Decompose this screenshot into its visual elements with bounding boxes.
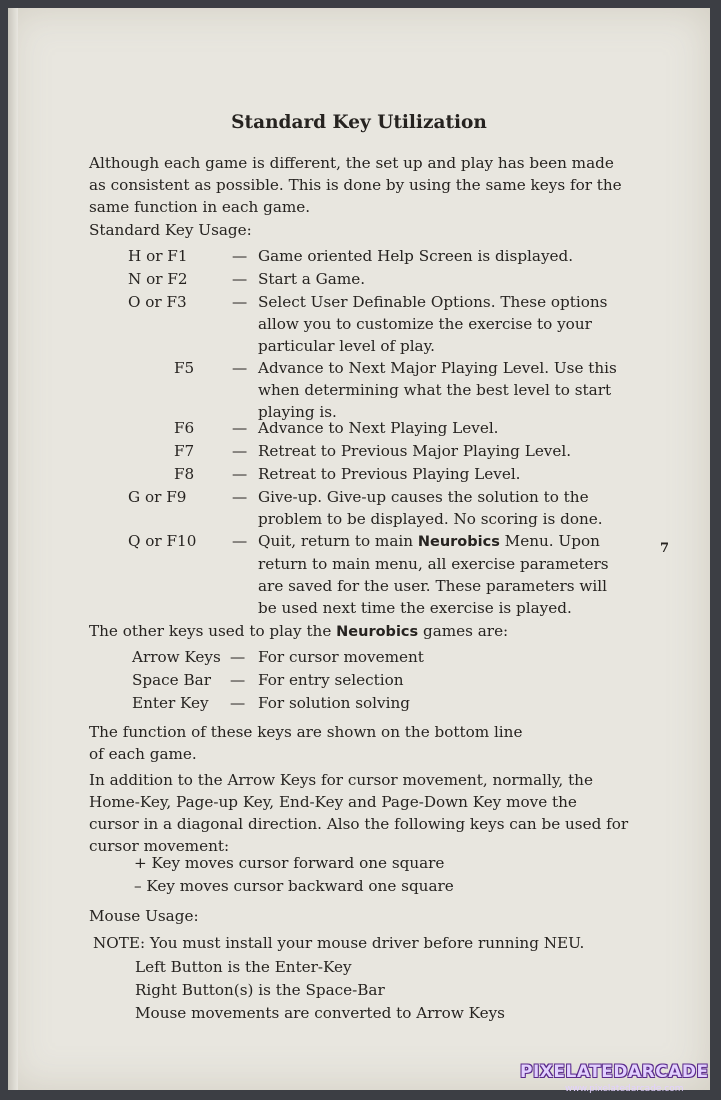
usage-heading: Standard Key Usage: xyxy=(89,221,252,239)
dash: — xyxy=(230,671,246,689)
neurobics-brand: Neurobics xyxy=(336,624,419,640)
key-label: G or F9 xyxy=(128,488,187,506)
page-title: Standard Key Utilization xyxy=(231,112,487,133)
key-description xyxy=(258,530,630,619)
key-description: Game oriented Help Screen is displayed. xyxy=(258,247,574,265)
minus-key-line: – Key moves cursor backward one square xyxy=(134,877,454,895)
page-gutter xyxy=(8,8,18,1090)
key-description: For solution solving xyxy=(258,694,410,712)
neurobics-brand: Neurobics xyxy=(417,534,500,550)
dash: — xyxy=(232,532,248,550)
dash: — xyxy=(232,442,248,460)
key-description: Select User Definable Options. These options allow you to customize the exercise to your particular level of play. xyxy=(258,293,608,355)
watermark-logo: PIXELATEDARCADE xyxy=(520,1062,709,1082)
addition-paragraph: In addition to the Arrow Keys for cursor movement, normally, the Home-Key, Page-up Key, End-Key and Page-Down Key move the cursor in a diagonal direction. Also the following keys can be used for cursor movement: xyxy=(89,771,629,855)
dash: — xyxy=(232,359,248,377)
manual-page xyxy=(8,8,710,1090)
page-number: 7 xyxy=(660,541,670,556)
other-text: games are: xyxy=(418,622,509,640)
plus-key-line: + Key moves cursor forward one square xyxy=(134,854,445,872)
key-label: Enter Key xyxy=(132,694,209,712)
dash: — xyxy=(232,419,248,437)
key-description: For entry selection xyxy=(258,671,404,689)
dash: — xyxy=(230,694,246,712)
key-description: Retreat to Previous Major Playing Level. xyxy=(258,442,572,460)
key-label: F7 xyxy=(174,442,195,460)
desc-text: Quit, return to main xyxy=(258,532,418,550)
key-description: Advance to Next Major Playing Level. Use this when determining what the best level to start playing is. xyxy=(258,359,617,421)
dash: — xyxy=(232,247,248,265)
key-label: Arrow Keys xyxy=(132,648,221,666)
desc-text: Menu. Upon return to main menu, all exercise parameters are saved for the user. These parameters will be used next time the exercise is played. xyxy=(258,532,609,617)
key-description: Advance to Next Playing Level. xyxy=(258,419,499,437)
mouse-heading: Mouse Usage: xyxy=(89,907,199,925)
key-label: N or F2 xyxy=(128,270,188,288)
key-label: O or F3 xyxy=(128,293,187,311)
mouse-line: Mouse movements are converted to Arrow Keys xyxy=(135,1004,505,1022)
mouse-line: Right Button(s) is the Space-Bar xyxy=(135,981,385,999)
intro-paragraph: Although each game is different, the set up and play has been made as consistent as possible. This is done by using the same keys for the same function in each game. xyxy=(89,154,622,216)
key-description: For cursor movement xyxy=(258,648,424,666)
key-label: F5 xyxy=(174,359,195,377)
key-description: Start a Game. xyxy=(258,270,366,288)
key-description: Retreat to Previous Playing Level. xyxy=(258,465,521,483)
mouse-note: NOTE: You must install your mouse driver before running NEU. xyxy=(93,934,585,952)
other-keys-heading xyxy=(89,620,508,643)
watermark-url: www.pixelatedarcade.com xyxy=(565,1084,684,1094)
function-note: The function of these keys are shown on the bottom line of each game. xyxy=(89,723,523,763)
key-description: Give-up. Give-up causes the solution to the problem to be displayed. No scoring is done. xyxy=(258,488,603,528)
dash: — xyxy=(232,293,248,311)
key-label: H or F1 xyxy=(128,247,188,265)
other-text: The other keys used to play the xyxy=(89,622,337,640)
dash: — xyxy=(232,488,248,506)
dash: — xyxy=(230,648,246,666)
dash: — xyxy=(232,465,248,483)
dash: — xyxy=(232,270,248,288)
key-label: Space Bar xyxy=(132,671,211,689)
mouse-line: Left Button is the Enter-Key xyxy=(135,958,352,976)
key-label: F8 xyxy=(174,465,195,483)
key-label: F6 xyxy=(174,419,195,437)
key-label: Q or F10 xyxy=(128,532,197,550)
